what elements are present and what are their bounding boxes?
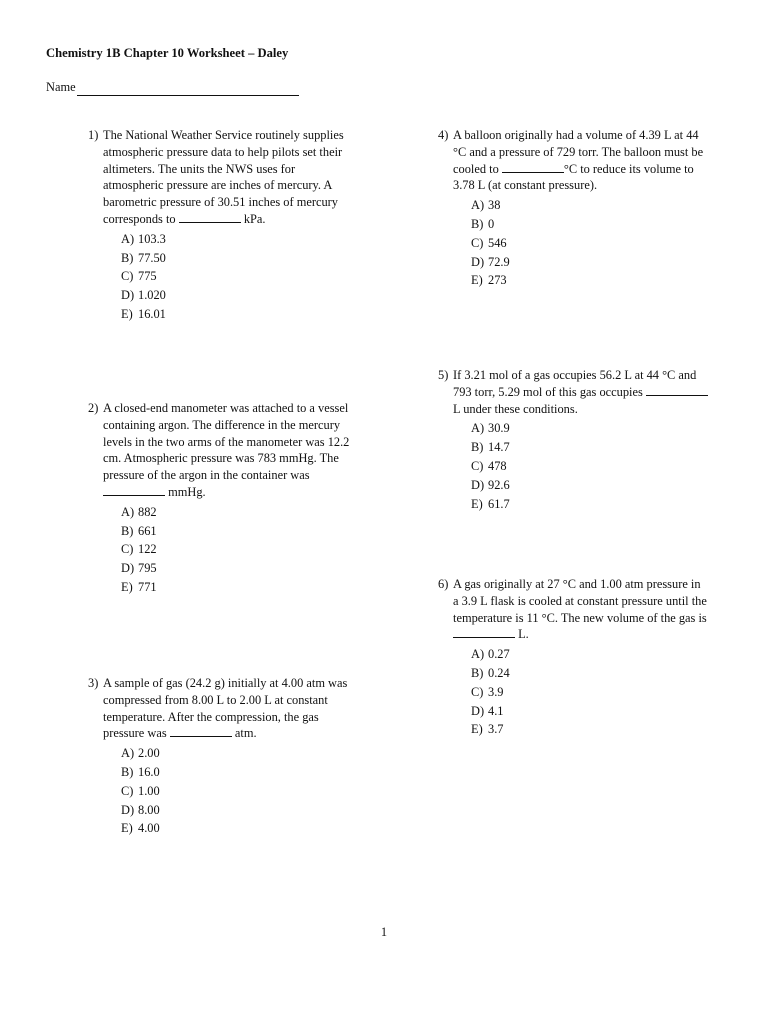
answer-choice-c[interactable]	[471, 683, 708, 702]
choice-value: 14.7	[488, 440, 510, 455]
question-1	[88, 127, 358, 324]
answer-choice-a[interactable]	[471, 645, 708, 664]
question-text	[103, 127, 358, 228]
choice-value: 0.27	[488, 647, 510, 662]
answer-blank[interactable]	[179, 211, 241, 223]
choice-value: 546	[488, 235, 507, 250]
choice-letter: B)	[471, 440, 484, 455]
choice-letter: E)	[471, 722, 483, 737]
question-text-after: mmHg.	[168, 484, 206, 499]
question-text-after: atm.	[234, 726, 257, 741]
choice-value: 1.020	[138, 288, 166, 303]
answer-blank[interactable]	[453, 626, 515, 638]
choice-value: 771	[138, 579, 157, 594]
question-text-before: A balloon originally had a volume of 4.39 L at 44 °C and a pressure of 729 torr. The balloon must be cooled to	[453, 128, 704, 176]
answer-choice-b[interactable]	[471, 215, 708, 234]
choice-letter: D)	[121, 288, 135, 303]
question-text-after: kPa.	[243, 211, 266, 226]
answer-choice-d[interactable]	[121, 801, 358, 820]
choice-letter: C)	[121, 269, 134, 284]
answer-choice-e[interactable]	[471, 271, 708, 290]
worksheet-title: Chemistry 1B Chapter 10 Worksheet – Daley	[46, 46, 289, 60]
answer-choice-c[interactable]	[121, 540, 358, 559]
choice-value: 478	[488, 458, 507, 473]
answer-choice-e[interactable]	[471, 495, 708, 514]
answer-choices	[471, 645, 708, 739]
answer-choice-e[interactable]	[121, 819, 358, 838]
choice-letter: B)	[121, 250, 134, 265]
choice-letter: D)	[471, 477, 485, 492]
choice-letter: D)	[121, 561, 135, 576]
question-number: 6)	[438, 577, 449, 591]
question-number: 5)	[438, 368, 449, 382]
answer-choice-c[interactable]	[471, 234, 708, 253]
choice-letter: C)	[471, 235, 484, 250]
answer-choice-a[interactable]	[121, 744, 358, 763]
answer-choice-a[interactable]	[471, 419, 708, 438]
choice-value: 61.7	[488, 496, 510, 511]
answer-blank[interactable]	[170, 725, 232, 737]
answer-choice-b[interactable]	[121, 522, 358, 541]
choice-value: 2.00	[138, 746, 160, 761]
choice-value: 3.7	[488, 722, 504, 737]
name-label: Name	[46, 80, 76, 94]
choice-value: 103.3	[138, 231, 166, 246]
choice-value: 775	[138, 269, 157, 284]
choice-value: 72.9	[488, 254, 510, 269]
question-2	[88, 400, 358, 597]
choice-value: 882	[138, 504, 157, 519]
answer-choices	[121, 230, 358, 324]
choice-letter: D)	[121, 802, 135, 817]
answer-choice-e[interactable]	[471, 720, 708, 739]
choice-letter: E)	[121, 306, 133, 321]
answer-choice-b[interactable]	[471, 438, 708, 457]
choice-value: 661	[138, 523, 157, 538]
choice-value: 0.24	[488, 665, 510, 680]
question-text-after: L.	[518, 627, 529, 642]
answer-blank[interactable]	[103, 484, 165, 496]
choice-letter: E)	[121, 821, 133, 836]
answer-choice-a[interactable]	[121, 230, 358, 249]
question-text	[453, 127, 708, 194]
choice-letter: A)	[121, 231, 135, 246]
answer-choices	[121, 744, 358, 838]
choice-value: 4.00	[138, 821, 160, 836]
choice-letter: B)	[471, 665, 484, 680]
answer-choice-d[interactable]	[121, 559, 358, 578]
question-text-before: The National Weather Service routinely supplies atmospheric pressure data to help pilots set their altimeters. The units the NWS uses for atmospheric pressure are inches of mercury. A barometric pressure of 30.51 inches of mercury corresponds to	[103, 128, 344, 226]
choice-letter: A)	[121, 504, 135, 519]
choice-value: 273	[488, 273, 507, 288]
choice-letter: E)	[121, 579, 133, 594]
answer-choices	[121, 503, 358, 597]
answer-choice-b[interactable]	[121, 249, 358, 268]
answer-choices	[471, 419, 708, 513]
answer-choice-d[interactable]	[121, 286, 358, 305]
choice-value: 38	[488, 198, 501, 213]
choice-letter: E)	[471, 496, 483, 511]
question-text-after: °C to reduce its volume to 3.78 L (at constant pressure).	[453, 161, 694, 193]
choice-letter: D)	[471, 254, 485, 269]
choice-value: 795	[138, 561, 157, 576]
choice-value: 92.6	[488, 477, 510, 492]
choice-letter: D)	[471, 703, 485, 718]
choice-letter: B)	[471, 216, 484, 231]
choice-letter: C)	[471, 458, 484, 473]
answer-blank[interactable]	[646, 384, 708, 396]
question-3	[88, 675, 358, 838]
answer-choice-d[interactable]	[471, 253, 708, 272]
question-number: 3)	[88, 676, 99, 690]
answer-choice-e[interactable]	[121, 305, 358, 324]
answer-choice-b[interactable]	[471, 664, 708, 683]
choice-letter: C)	[121, 783, 134, 798]
answer-choice-a[interactable]	[121, 503, 358, 522]
question-text	[103, 675, 358, 742]
question-number: 4)	[438, 128, 449, 142]
choice-value: 122	[138, 542, 157, 557]
question-text	[103, 400, 358, 501]
choice-value: 77.50	[138, 250, 166, 265]
question-text	[453, 367, 708, 417]
question-text-before: A gas originally at 27 °C and 1.00 atm pressure in a 3.9 L flask is cooled at constant pressure until the temperature is 11 °C. The new volume of the gas is	[453, 577, 707, 625]
question-text-before: If 3.21 mol of a gas occupies 56.2 L at 44 °C and 793 torr, 5.29 mol of this gas occupies	[453, 368, 697, 399]
choice-value: 0	[488, 216, 495, 231]
answer-choice-d[interactable]	[471, 702, 708, 721]
question-text-after: L under these conditions.	[453, 401, 578, 416]
page-number: 1	[380, 925, 388, 939]
question-text-before: A sample of gas (24.2 g) initially at 4.00 atm was compressed from 8.00 L to 2.00 L at constant temperature. After the compression, the gas pressure was	[103, 676, 348, 741]
choice-value: 1.00	[138, 783, 160, 798]
choice-letter: B)	[121, 764, 134, 779]
choice-value: 4.1	[488, 703, 504, 718]
choice-letter: C)	[471, 684, 484, 699]
choice-value: 8.00	[138, 802, 160, 817]
answer-blank[interactable]	[502, 161, 564, 173]
question-5	[438, 367, 708, 513]
choice-letter: A)	[471, 647, 485, 662]
choice-value: 16.01	[138, 306, 166, 321]
question-text	[453, 576, 708, 643]
choice-letter: C)	[121, 542, 134, 557]
question-4	[438, 127, 708, 290]
answer-choice-c[interactable]	[121, 782, 358, 801]
name-field[interactable]	[46, 79, 299, 96]
question-text-before: A closed-end manometer was attached to a vessel containing argon. The difference in the mercury levels in the two arms of the manometer was 12.2 cm. Atmospheric pressure was 783 mmHg. The pressure of the argon in the container was	[103, 401, 350, 483]
answer-choice-c[interactable]	[471, 457, 708, 476]
choice-letter: B)	[121, 523, 134, 538]
choice-letter: A)	[471, 421, 485, 436]
choice-value: 16.0	[138, 764, 160, 779]
answer-choice-b[interactable]	[121, 763, 358, 782]
choice-value: 30.9	[488, 421, 510, 436]
choice-letter: E)	[471, 273, 483, 288]
answer-choice-a[interactable]	[471, 196, 708, 215]
choice-letter: A)	[121, 746, 135, 761]
answer-choice-e[interactable]	[121, 578, 358, 597]
question-number: 2)	[88, 401, 99, 415]
answer-choice-d[interactable]	[471, 476, 708, 495]
answer-choices	[471, 196, 708, 290]
question-number: 1)	[88, 128, 99, 142]
choice-letter: A)	[471, 198, 485, 213]
name-blank-line[interactable]	[77, 83, 299, 96]
choice-value: 3.9	[488, 684, 504, 699]
question-6	[438, 576, 708, 739]
answer-choice-c[interactable]	[121, 267, 358, 286]
